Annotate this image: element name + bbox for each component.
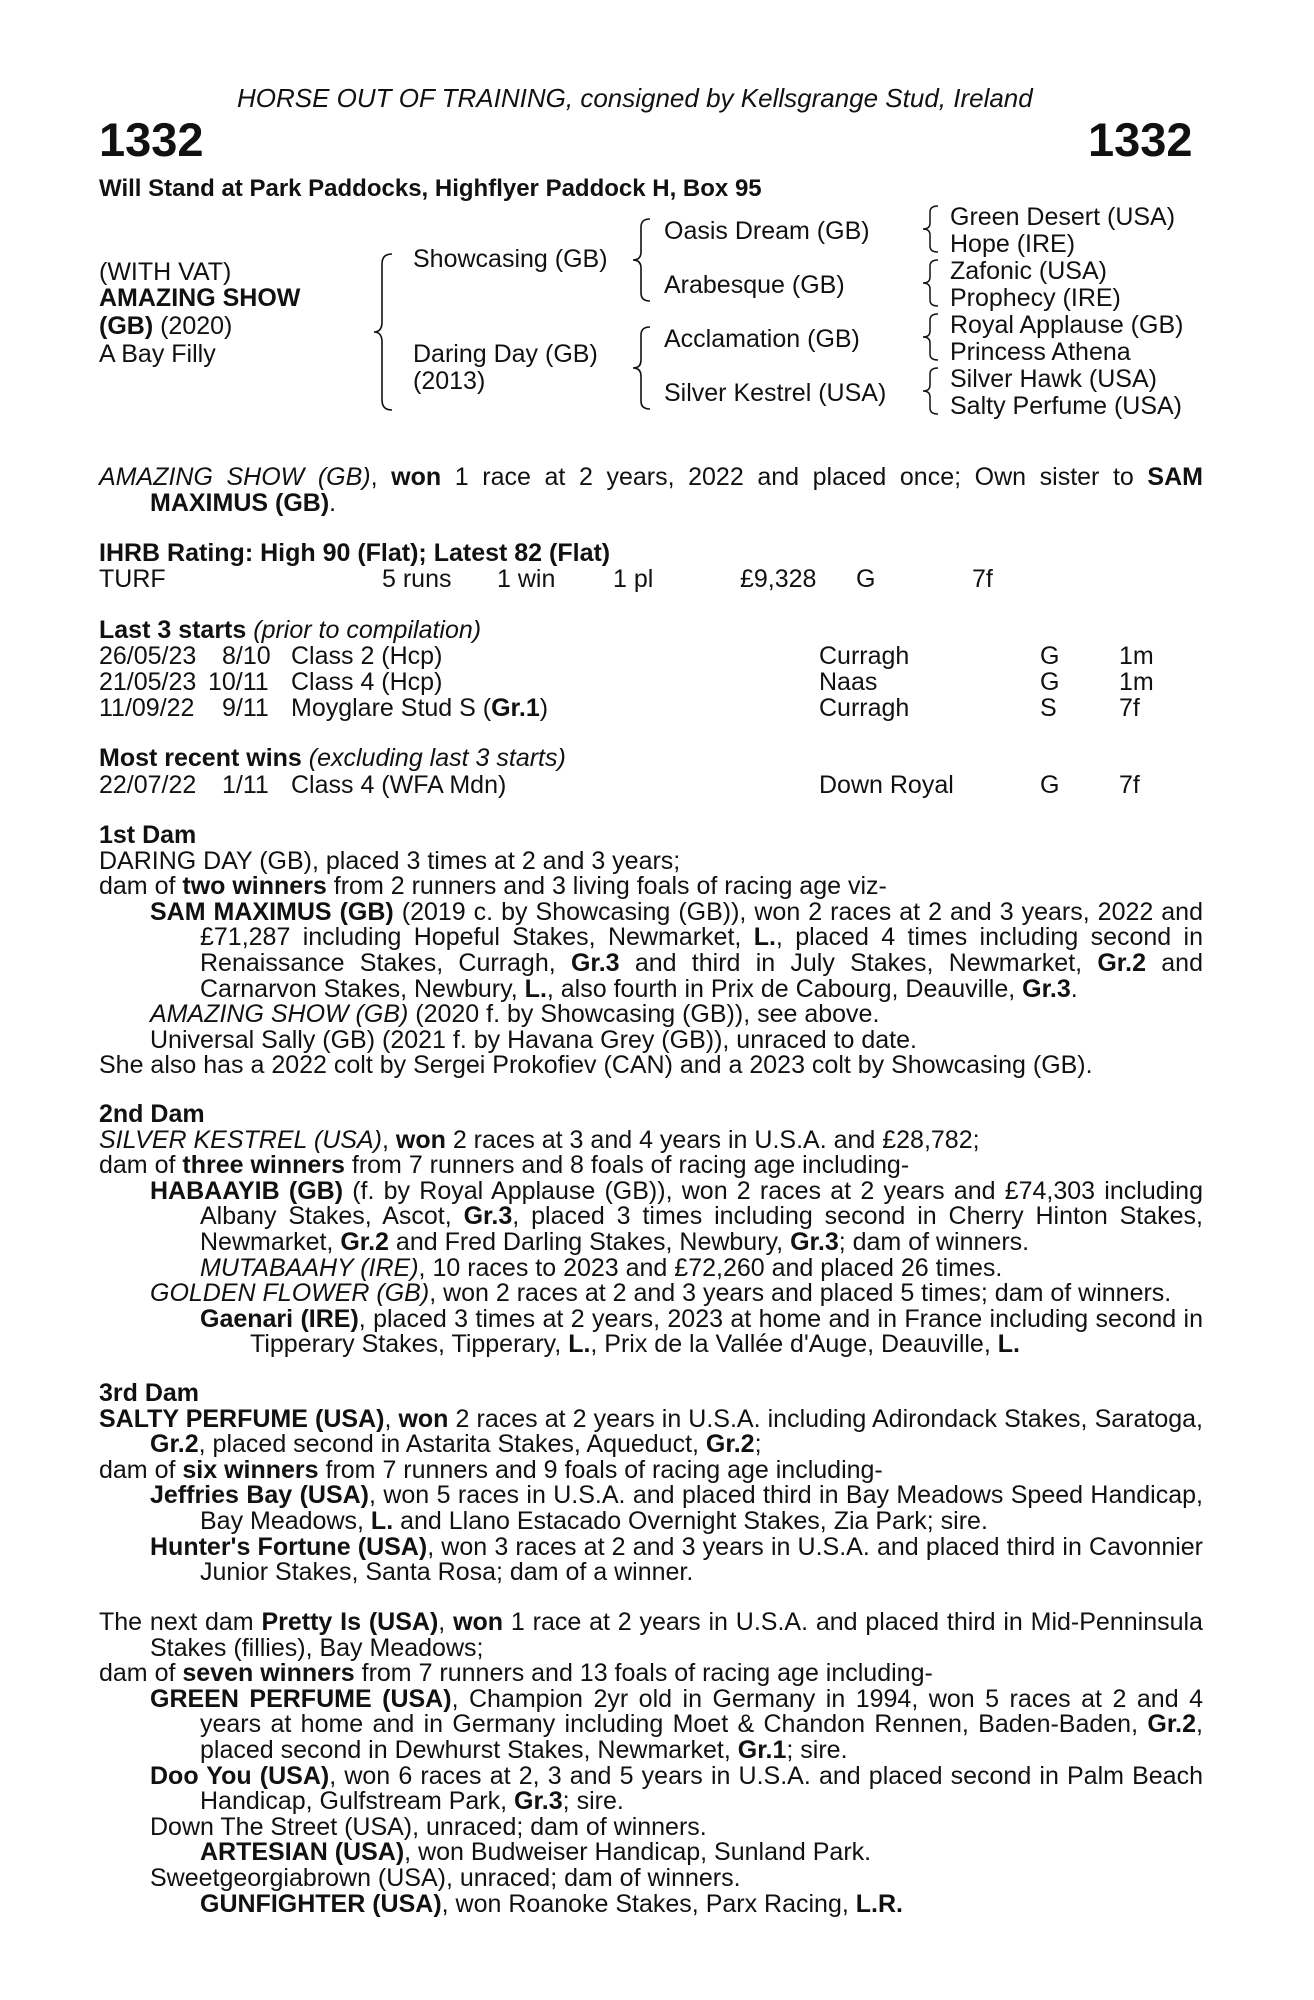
produce-entry: GOLDEN FLOWER (GB), won 2 races at 2 and 3 years and placed 5 times; dam of winners.: [150, 1279, 1172, 1308]
rating-going: G: [856, 565, 876, 593]
start-position: 10/11: [208, 668, 269, 696]
win-course: Down Royal: [819, 771, 954, 799]
pedigree-dam-year: (2013): [413, 367, 486, 395]
produce-entry: ARTESIAN (USA), won Budweiser Handicap, Sunland Park.: [200, 1838, 872, 1867]
pedigree-g2: Hope (IRE): [950, 230, 1076, 258]
rating-runs: 5 runs: [382, 565, 452, 593]
rating-placed: 1 pl: [613, 565, 654, 593]
win-race: Class 4 (WFA Mdn): [291, 771, 507, 799]
third-dam-section: 3rd Dam SALTY PERFUME (USA), won 2 races at 2 years in U.S.A. including Adirondack Stakes, Saratoga, Gr.2, placed second in Astarita Stakes, Aqueduct, Gr.2; dam of six winners from 7 runners and 9 foals of racing age including- Jeffries Bay (USA), won 5 races in U.S.A. and placed third in Bay Meadows Speed Handicap, Bay Meadows, L. and Llano Estacado Overnight Stakes, Zia Park; sire. Hunter's Fortune (USA), won 3 races at 2 and 3 years in U.S.A. and placed third in Cavonnier Junior Stakes, Santa Rosa; dam of a winner.: [99, 1379, 1204, 1587]
pedigree-brace-g78: [920, 366, 942, 416]
rating-distance: 7f: [972, 565, 993, 593]
pedigree-g1: Green Desert (USA): [950, 203, 1176, 231]
section-heading: 3rd Dam: [99, 1379, 200, 1407]
horse-name: AMAZING SHOW: [99, 284, 301, 312]
win-distance: 7f: [1119, 771, 1140, 799]
start-distance: 1m: [1119, 642, 1154, 670]
last-starts-title: Last 3 starts (prior to compilation): [99, 616, 482, 644]
start-going: S: [1040, 694, 1057, 722]
pedigree-g4: Prophecy (IRE): [950, 284, 1121, 312]
pedigree-g7: Silver Hawk (USA): [950, 365, 1157, 393]
horse-description: A Bay Filly: [99, 340, 216, 368]
second-dam-section: 2nd Dam SILVER KESTREL (USA), won 2 races at 3 and 4 years in U.S.A. and £28,782; dam of three winners from 7 runners and 8 foals of racing age including- HABAAYIB (GB) (f. by Royal Applause (GB)), won 2 races at 2 years and £74,303 including Albany Stakes, Ascot, Gr.3, placed 3 times including second in Cherry Hinton Stakes, Newmarket, Gr.2 and Fred Darling Stakes, Newbury, Gr.3; dam of winners. MUTABAAHY (IRE), 10 races to 2023 and £72,260 and placed 26 times. GOLDEN FLOWER (GB), won 2 races at 2 and 3 years and placed 5 times; dam of winners. Gaenari (IRE), placed 3 times at 2 years, 2023 at home and in France including second in Tipperary Stakes, Tipperary, L., Prix de la Vallée d'Auge, Deauville, L.: [99, 1100, 1203, 1359]
win-position: 1/11: [222, 771, 269, 799]
pedigree-brace-g34: [920, 258, 942, 308]
next-dam-section: The next dam Pretty Is (USA), won 1 race at 2 years in U.S.A. and placed third in Mid-Penninsula Stakes (fillies), Bay Meadows; dam of seven winners from 7 runners and 13 foals of racing age including- GREEN PERFUME (USA), Champion 2yr old in Germany in 1994, won 5 races at 2 and 4 years at home and in Germany including Moet & Chandon Rennen, Baden-Baden, Gr.2, placed second in Dewhurst Stakes, Newmarket, Gr.1; sire. Doo You (USA), won 6 races at 2, 3 and 5 years in U.S.A. and placed second in Palm Beach Handicap, Gulfstream Park, Gr.3; sire. Down The Street (USA), unraced; dam of winners. ARTESIAN (USA), won Budweiser Handicap, Sunland Park. Sweetgeorgiabrown (USA), unraced; dam of winners. GUNFIGHTER (USA), won Roanoke Stakes, Parx Racing, L.R.: [99, 1608, 1203, 1918]
produce-entry: Hunter's Fortune (USA), won 3 races at 2 and 3 years in U.S.A. and placed third in Cavonnier Junior Stakes, Santa Rosa; dam of a winner.: [150, 1532, 1204, 1587]
rating-earnings: £9,328: [740, 565, 817, 593]
produce-entry: Doo You (USA), won 6 races at 2, 3 and 5 years in U.S.A. and placed second in Palm Beach Handicap, Gulfstream Park, Gr.3; sire.: [150, 1761, 1203, 1816]
start-going: G: [1040, 668, 1060, 696]
consignment-heading: HORSE OUT OF TRAINING, consigned by Kellsgrange Stud, Ireland: [237, 83, 1033, 113]
produce-entry: SAM MAXIMUS (GB) (2019 c. by Showcasing (GB)), won 2 races at 2 and 3 years, 2022 and £71,287 including Hopeful Stakes, Newmarket, L., placed 4 times including second in Renaissance Stakes, Curragh, Gr.3 and third in July Stakes, Newmarket, Gr.2 and Carnarvon Stakes, Newbury, L., also fourth in Prix de Cabourg, Deauville, Gr.3.: [150, 897, 1203, 1003]
vat-note: (WITH VAT): [99, 258, 232, 286]
start-position: 8/10: [222, 642, 271, 670]
produce-entry: MUTABAAHY (IRE), 10 races to 2023 and £72,260 and placed 26 times.: [200, 1253, 1003, 1282]
win-going: G: [1040, 771, 1060, 799]
recent-wins-title: Most recent wins (excluding last 3 starts): [99, 744, 566, 772]
stand-location: Will Stand at Park Paddocks, Highflyer Paddock H, Box 95: [99, 175, 762, 202]
produce-entry: Sweetgeorgiabrown (USA), unraced; dam of winners.: [150, 1863, 741, 1892]
start-course: Curragh: [819, 642, 910, 670]
section-heading: 1st Dam: [99, 821, 197, 849]
start-going: G: [1040, 642, 1060, 670]
start-race: Moyglare Stud S (Gr.1): [291, 694, 549, 722]
produce-entry: AMAZING SHOW (GB) (2020 f. by Showcasing (GB)), see above.: [150, 1000, 880, 1029]
pedigree-sire: Showcasing (GB): [413, 245, 608, 273]
rating-wins: 1 win: [497, 565, 556, 593]
produce-entry: GREEN PERFUME (USA), Champion 2yr old in Germany in 1994, won 5 races at 2 and 4 years at home and in Germany including Moet & Chandon Rennen, Baden-Baden, Gr.2, placed second in Dewhurst Stakes, Newmarket, Gr.1; sire.: [150, 1684, 1203, 1764]
pedigree-brace-g12: [920, 204, 942, 254]
start-course: Naas: [819, 668, 878, 696]
lot-number-left: 1332: [99, 113, 204, 166]
pedigree-g3: Zafonic (USA): [950, 257, 1107, 285]
race-summary: AMAZING SHOW (GB), won 1 race at 2 years, 2022 and placed once; Own sister to SAM MAXIMUS (GB).: [99, 463, 1203, 517]
rating-surface: TURF: [99, 565, 166, 593]
start-race: Class 4 (Hcp): [291, 668, 443, 696]
start-distance: 1m: [1119, 668, 1154, 696]
first-dam-section: 1st Dam DARING DAY (GB), placed 3 times at 2 and 3 years; dam of two winners from 2 runners and 3 living foals of racing age viz- SAM MAXIMUS (GB) (2019 c. by Showcasing (GB)), won 2 races at 2 and 3 years, 2022 and £71,287 including Hopeful Stakes, Newmarket, L., placed 4 times including second in Renaissance Stakes, Curragh, Gr.3 and third in July Stakes, Newmarket, Gr.2 and Carnarvon Stakes, Newbury, L., also fourth in Prix de Cabourg, Deauville, Gr.3. AMAZING SHOW (GB) (2020 f. by Showcasing (GB)), see above. Universal Sally (GB) (2021 f. by Havana Grey (GB)), unraced to date. She also has a 2022 colt by Sergei Prokofiev (CAN) and a 2023 colt by Showcasing (GB).: [99, 821, 1203, 1080]
produce-entry: Jeffries Bay (USA), won 5 races in U.S.A. and placed third in Bay Meadows Speed Handicap, Bay Meadows, L. and Llano Estacado Overnight Stakes, Zia Park; sire.: [150, 1481, 1203, 1535]
pedigree-brace-dam: [630, 325, 654, 411]
start-date: 21/05/23: [99, 668, 197, 696]
horse-country-year: (GB) (2020): [99, 312, 233, 340]
pedigree-dam-dam: Silver Kestrel (USA): [664, 379, 887, 407]
produce-entry: Down The Street (USA), unraced; dam of winners.: [150, 1812, 707, 1841]
pedigree-dam-sire: Acclamation (GB): [664, 325, 860, 353]
start-position: 9/11: [222, 694, 269, 722]
pedigree-brace-g56: [920, 312, 942, 362]
pedigree-brace-sire: [630, 217, 654, 303]
lot-number-right: 1332: [1088, 113, 1193, 166]
start-date: 11/09/22: [99, 694, 195, 722]
produce-entry: Gaenari (IRE), placed 3 times at 2 years, 2023 at home and in France including second in Tipperary Stakes, Tipperary, L., Prix de la Vallée d'Auge, Deauville, L.: [200, 1304, 1203, 1359]
pedigree-sire-sire: Oasis Dream (GB): [664, 217, 870, 245]
start-date: 26/05/23: [99, 642, 197, 670]
start-race: Class 2 (Hcp): [291, 642, 443, 670]
pedigree-g8: Salty Perfume (USA): [950, 392, 1183, 420]
pedigree-sire-dam: Arabesque (GB): [664, 271, 845, 299]
win-date: 22/07/22: [99, 771, 197, 799]
produce-entry: Universal Sally (GB) (2021 f. by Havana Grey (GB)), unraced to date.: [150, 1025, 917, 1054]
pedigree-brace-main: [370, 252, 396, 412]
section-heading: 2nd Dam: [99, 1100, 205, 1128]
pedigree-dam: Daring Day (GB): [413, 340, 598, 368]
pedigree-g6: Princess Athena: [950, 338, 1131, 366]
pedigree-g5: Royal Applause (GB): [950, 311, 1184, 339]
start-course: Curragh: [819, 694, 910, 722]
produce-entry: HABAAYIB (GB) (f. by Royal Applause (GB)), won 2 races at 2 years and £74,303 including Albany Stakes, Ascot, Gr.3, placed 3 times including second in Cherry Hinton Stakes, Newmarket, Gr.2 and Fred Darling Stakes, Newbury, Gr.3; dam of winners.: [150, 1176, 1203, 1256]
start-distance: 7f: [1119, 694, 1140, 722]
produce-entry: GUNFIGHTER (USA), won Roanoke Stakes, Parx Racing, L.R.: [200, 1889, 903, 1918]
rating-title: IHRB Rating: High 90 (Flat); Latest 82 (Flat): [99, 539, 611, 567]
